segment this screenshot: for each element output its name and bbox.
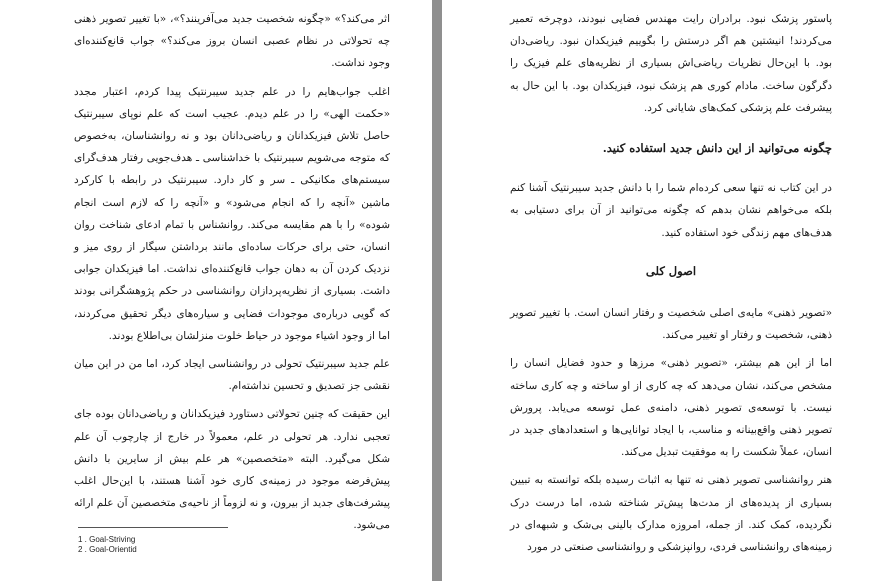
left-paragraph-4: این حقیقت که چنین تحولاتی دستاورد فیزیکدانان و ریاضی‌دانان بوده جای تعجبی ندارد. هر تحولی در علم، معمولاً در خارج از چارچوب آن علم شکل می‌گیرد. البته «متخصصین» هر علم بیش از سایرین با دانش پیش‌فرضه موجود در زمینه‌ی کاری خود آشنا هستند، با این‌حال اغلب پیشرفت‌های جدید از بیرون، و نه لزوماً از ناحیه‌ی متخصصین آن علم ارائه می‌شود. (74, 408, 390, 532)
right-page-text (510, 8, 832, 564)
footnote-divider (78, 527, 228, 528)
left-paragraph-2: اغلب جواب‌هایم را در علم جدید سیبرنتیک پیدا کردم، اعتبار مجدد «حکمت الهی» را در علم دیدم. عجیب است که علم نوپای سیبرنتیک حاصل تلاش فیزیکدانان و ریاضی‌دانان بود و نه روانشناسان، به‌خصوص که متوجه می‌شویم سیبرنتیک با خداشناسی ـ هدف‌جویی رفتار هدف‌گرای سیستم‌های مکانیکی ـ سر و کار دارد. سیبرنتیک در رابطه با کارکرد ماشین «آنچه را که انجام می‌شود» و «آنچه را که لازم است انجام شوده» را با هم مقایسه می‌کند. روانشناس با تمام ادعای شناخت روان انسان، حتی برای حرکات ساده‌ای مانند برداشتن سیگار از روی میز و نزدیک کردن آن به دهان جواب قانع‌کننده‌ای نداشت. اما فیزیکدان جوابی داشت. بسیاری از نظریه‌پردازان روانشناسی در حکم پژوهشگرانی بودند که گویی درباره‌ی موجودات فضایی و سیاره‌های دیگر تحقیق می‌کردند، اما از وجود اشیاء موجود در حیاط خلوت منزلشان بی‌اطلاع بودند. (74, 85, 390, 342)
right-paragraph-1: پاستور پزشک نبود. برادران رایت مهندس فضایی نبودند، دوچرخه تعمیر می‌کردند! انیشتین هم اگر درستش را بگوییم فیزیکدان نبود. ریاضی‌دان بود. با این‌حال نظریات ریاضی‌اش بسیاری از نظریه‌های علم فیزیک را دگرگون ساخت. مادام کوری هم پزشک نبود، فیزیکدان بود. با این حال به پیشرفت علم پزشکی کمک‌های شایانی کرد. (510, 13, 832, 114)
right-page (442, 0, 874, 581)
right-paragraph-4: اما از این هم بیشتر، «تصویر ذهنی» مرزها و حدود فضایل انسان را مشخص می‌کند، نشان می‌دهد که چه کاری از او ساخته و چه کاری ساخته نیست. با توسعه‌ی تصویر ذهنی، دامنه‌ی عمل توسعه می‌یابد. پرورش تصویر ذهنی واقع‌بینانه و مناسب، با ایجاد توانایی‌ها و استعدادهای جدید در انسان، عملاً شکست را به موفقیت تبدیل می‌کند. (510, 357, 832, 459)
section-heading-general-principles: اصول کلی (645, 263, 697, 278)
left-page (0, 0, 432, 581)
left-paragraph-1: اثر می‌کند؟» «چگونه شخصیت جدید می‌آفرینند؟»، «با تغییر تصویر ذهنی چه تحولاتی در نظام عصبی انسان بروز می‌کند؟» جواب قانع‌کننده‌ای وجود نداشت. (74, 13, 390, 70)
footnote-1: 1 . Goal-Striving (78, 535, 136, 544)
footnotes (78, 527, 228, 555)
page-gutter (432, 0, 442, 581)
left-paragraph-3: علم جدید سیبرنتیک تحولی در روانشناسی ایجاد کرد، اما من در این میان نقشی جز تصدیق و تحسین نداشته‌ام. (74, 358, 390, 393)
section-heading-how-to-use: چگونه می‌توانید از این دانش جدید استفاده کنید. (602, 141, 832, 156)
right-paragraph-5: هنر روانشناسی تصویر ذهنی نه تنها به اثبات رسیده بلکه توانسته به تبیین بسیاری از پدیده‌های از مدت‌ها پیش‌تر شناخته شده، اما درست درک نگردیده، کمک کند. از جمله، امروزه مدارک بالینی بی‌شک و شبهه‌ای در زمینه‌های روانشناسی فردی، روانپزشکی و روانشناسی صنعتی در مورد (510, 474, 832, 554)
right-paragraph-3: «تصویر ذهنی» مایه‌ی اصلی شخصیت و رفتار انسان است. با تغییر تصویر ذهنی، شخصیت و رفتار او تغییر می‌کند. (510, 307, 832, 342)
left-page-text (74, 8, 390, 543)
footnote-2: 2 . Goal-Orientid (78, 545, 137, 554)
right-paragraph-2: در این کتاب نه تنها سعی کرده‌ام شما را با دانش جدید سیبرنتیک آشنا کنم بلکه می‌خواهم نشان بدهم که چگونه می‌توانید از آن برای دستیابی به هدف‌های مهم زندگی خود استفاده کنید. (510, 182, 832, 239)
